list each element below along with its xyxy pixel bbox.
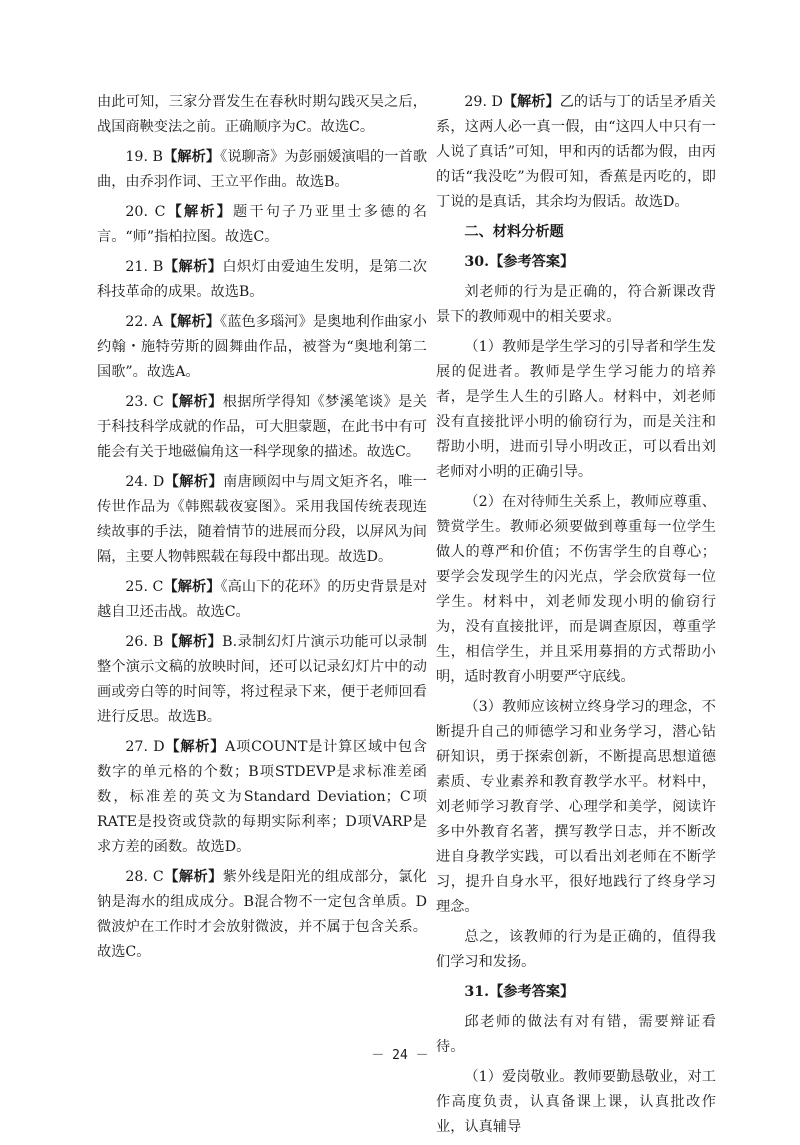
answer-text: 《高山下的花环》的历史背景是对越自卫还击战。故选C。 [97, 579, 427, 620]
question-30-summary: 总之，该教师的行为是正确的，值得我们学习和发扬。 [436, 929, 716, 970]
answer-number: 23. C [125, 394, 164, 410]
analysis-tag: 【解析】 [164, 739, 226, 755]
question-31-heading: 31.【参考答案】 [464, 984, 575, 1000]
answer-number: 26. B [125, 634, 164, 650]
answer-20 [97, 200, 427, 250]
answer-text: 白炽灯由爱迪生发明，是第二次科技革命的成果。故选B。 [97, 259, 427, 300]
answer-text: 《说聊斋》为彭丽媛演唱的一首歌曲，由乔羽作词、王立平作曲。故选B。 [97, 149, 428, 190]
answer-27 [97, 735, 427, 860]
question-30-intro: 刘老师的行为是正确的，符合新课改背景下的教师观中的相关要求。 [436, 284, 716, 325]
answer-number: 29. D [464, 94, 503, 110]
answer-text: 题干句子乃亚里士多德的名言。“师”指柏拉图。故选C。 [97, 204, 427, 245]
analysis-tag: 【解析】 [163, 259, 223, 275]
answer-23 [97, 390, 427, 465]
analysis-tag: 【解析】 [163, 394, 223, 410]
answer-number: 25. C [125, 579, 164, 595]
answer-text: 紫外线是阳光的组成部分，氯化钠是海水的组成成分。B混合物不一定包含单质。D微波炉在工作时才会放射微波，并不属于包含关系。故选C。 [97, 869, 427, 960]
question-31-intro: 邱老师的做法有对有错，需要辩证看待。 [436, 1014, 716, 1055]
right-column [436, 90, 716, 1145]
question-30-point-2: （2）在对待师生关系上，教师应尊重、赞赏学生。教师必须要做到尊重每一位学生做人的尊严和价值；不伤害学生的自尊心；要学会发现学生的闪光点，学会欣赏每一位学生。材料中，刘老师发现小明的偷窃行为，没有直接批评，而是调查原因，尊重学生，相信学生，并且采用募捐的方式帮助小明，适时教育小明要严守底线。 [436, 494, 716, 685]
answer-text: B.录制幻灯片演示功能可以录制整个演示文稿的放映时间，还可以记录幻灯片中的动画或旁白等的时间等，将过程录下来，便于老师回看进行反思。故选B。 [97, 634, 427, 725]
answer-text: 《蓝色多瑙河》是奥地利作曲家小约翰・施特劳斯的圆舞曲作品，被誉为“奥地利第二国歌”。故选A。 [97, 314, 427, 380]
answer-28 [97, 865, 427, 965]
left-column [97, 90, 427, 970]
answer-19 [97, 145, 427, 195]
analysis-tag: 【解析】 [163, 634, 223, 650]
answer-text: 乙的话与丁的话呈矛盾关系，这两人必一真一假，由“这四人中只有一人说了真话”可知，甲和丙的话都为假，由丙的话“我没吃”为假可知，香蕉是丙吃的，即丁说的是真话，其余均为假话。故选D。 [436, 94, 716, 210]
answer-number: 22. A [125, 314, 163, 330]
answer-text: A项COUNT是计算区域中包含数字的单元格的个数；B项STDEVP是求标准差函数，标准差的英文为Standard Deviation；C项RATE是投资或贷款的每期实际利率；D项VARP是求方差的函数。故选D。 [97, 739, 427, 855]
answer-21 [97, 255, 427, 305]
answer-number: 27. D [125, 739, 165, 755]
page-number: － 24 － [371, 1048, 429, 1063]
answer-number: 24. D [125, 474, 165, 490]
section-heading: 二、材料分析题 [464, 224, 564, 240]
answer-number: 21. B [125, 259, 164, 275]
answer-number: 28. C [125, 869, 164, 885]
answer-text: 根据所学得知《梦溪笔谈》是关于科技科学成就的作品，可大胆蒙题，在此书中有可能会有关于地磁偏角这一科学现象的描述。故选C。 [97, 394, 427, 460]
answer-25 [97, 575, 427, 625]
analysis-tag: 【解析】 [502, 94, 560, 110]
question-30-point-1: （1）教师是学生学习的引导者和学生发展的促进者。教师是学生学习能力的培养者，是学生人生的引路人。材料中，刘老师没有直接批评小明的偷窃行为，而是关注和帮助小明，进而引导小明改正，可以看出刘老师对小明的正确引导。 [436, 339, 716, 480]
question-30-point-3: （3）教师应该树立终身学习的理念，不断提升自己的师德学习和业务学习，潜心钻研知识，勇于探索创新，不断提高思想道德素质、专业素养和教育教学水平。材料中，刘老师学习教育学、心理学和美学，阅读许多中外教育名著，撰写教学日志，并不断改进自身教学实践，可以看出刘老师在不断学习，提升自身水平，很好地践行了终身学习理念。 [436, 699, 716, 915]
answer-24 [97, 470, 427, 570]
analysis-tag: 【解析】 [163, 579, 221, 595]
answer-26 [97, 630, 427, 730]
answer-number: 19. B [125, 149, 163, 165]
paragraph-continuation: 由此可知，三家分晋发生在春秋时期勾践灭吴之后，战国商鞅变法之前。正确顺序为C。故选C。 [97, 94, 427, 135]
question-31-point-1: （1）爱岗敬业。教师要勤恳敬业，对工作高度负责，认真备课上课，认真批改作业，认真辅导 [436, 1069, 716, 1135]
analysis-tag: 【解析】 [162, 149, 221, 165]
question-30-heading: 30.【参考答案】 [464, 254, 575, 270]
analysis-tag: 【解析】 [163, 869, 223, 885]
answer-22 [97, 310, 427, 385]
analysis-tag: 【解析】 [164, 474, 224, 490]
answer-number: 20. C [125, 204, 166, 220]
analysis-tag: 【解析】 [162, 314, 221, 330]
analysis-tag: 【解析】 [165, 204, 234, 220]
answer-text: 南唐顾闳中与周文矩齐名，唯一传世作品为《韩熙载夜宴图》。采用我国传统表现连续故事的手法，随着情节的进展而分段，以屏风为间隔，主要人物韩熙载在每段中都出现。故选D。 [97, 474, 427, 565]
answer-29 [436, 90, 716, 215]
